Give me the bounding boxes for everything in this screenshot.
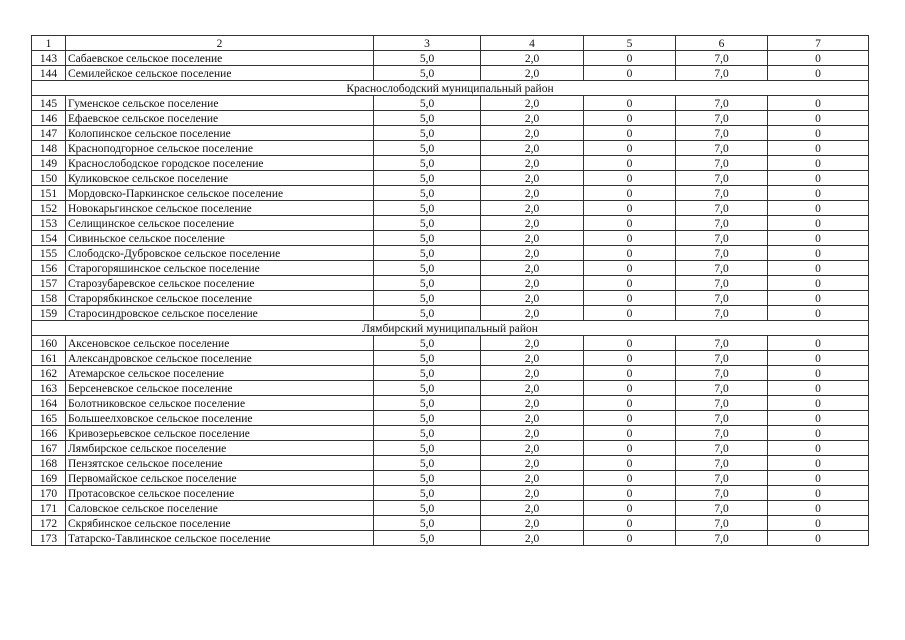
value-cell-col7: 0 (768, 276, 869, 291)
settlement-name-cell: Александровское сельское поселение (66, 351, 374, 366)
column-number-cell: 5 (584, 36, 676, 51)
row-number-cell: 165 (32, 411, 66, 426)
value-cell-col5: 0 (584, 396, 676, 411)
value-cell-col5: 0 (584, 261, 676, 276)
value-cell-col7: 0 (768, 246, 869, 261)
row-number-cell: 168 (32, 456, 66, 471)
row-number-cell: 163 (32, 381, 66, 396)
table-row (32, 51, 869, 66)
settlement-name-cell: Большеелховское сельское поселение (66, 411, 374, 426)
value-cell-col4: 2,0 (481, 351, 584, 366)
value-cell-col3: 5,0 (374, 291, 481, 306)
table-row (32, 186, 869, 201)
value-cell-col7: 0 (768, 381, 869, 396)
value-cell-col3: 5,0 (374, 471, 481, 486)
table-row (32, 246, 869, 261)
table-row (32, 486, 869, 501)
row-number-cell: 152 (32, 201, 66, 216)
column-number-cell: 3 (374, 36, 481, 51)
value-cell-col5: 0 (584, 336, 676, 351)
value-cell-col7: 0 (768, 96, 869, 111)
value-cell-col5: 0 (584, 156, 676, 171)
value-cell-col3: 5,0 (374, 351, 481, 366)
value-cell-col4: 2,0 (481, 141, 584, 156)
value-cell-col3: 5,0 (374, 276, 481, 291)
value-cell-col6: 7,0 (676, 531, 768, 546)
value-cell-col6: 7,0 (676, 336, 768, 351)
value-cell-col5: 0 (584, 516, 676, 531)
column-number-cell: 6 (676, 36, 768, 51)
value-cell-col7: 0 (768, 261, 869, 276)
value-cell-col7: 0 (768, 411, 869, 426)
settlement-name-cell: Старозубаревское сельское поселение (66, 276, 374, 291)
value-cell-col4: 2,0 (481, 366, 584, 381)
table-row (32, 381, 869, 396)
row-number-cell: 155 (32, 246, 66, 261)
value-cell-col4: 2,0 (481, 411, 584, 426)
value-cell-col3: 5,0 (374, 246, 481, 261)
value-cell-col7: 0 (768, 486, 869, 501)
value-cell-col5: 0 (584, 141, 676, 156)
row-number-cell: 154 (32, 231, 66, 246)
row-number-cell: 158 (32, 291, 66, 306)
table-row (32, 156, 869, 171)
table-row (32, 141, 869, 156)
value-cell-col6: 7,0 (676, 426, 768, 441)
value-cell-col7: 0 (768, 291, 869, 306)
table-row (32, 426, 869, 441)
value-cell-col3: 5,0 (374, 216, 481, 231)
value-cell-col7: 0 (768, 156, 869, 171)
settlement-name-cell: Пензятское сельское поселение (66, 456, 374, 471)
value-cell-col5: 0 (584, 126, 676, 141)
row-number-cell: 143 (32, 51, 66, 66)
row-number-cell: 157 (32, 276, 66, 291)
value-cell-col6: 7,0 (676, 306, 768, 321)
value-cell-col4: 2,0 (481, 186, 584, 201)
value-cell-col6: 7,0 (676, 366, 768, 381)
row-number-cell: 159 (32, 306, 66, 321)
value-cell-col4: 2,0 (481, 126, 584, 141)
value-cell-col5: 0 (584, 291, 676, 306)
row-number-cell: 149 (32, 156, 66, 171)
value-cell-col5: 0 (584, 531, 676, 546)
value-cell-col7: 0 (768, 201, 869, 216)
settlement-name-cell: Краснослободское городское поселение (66, 156, 374, 171)
value-cell-col5: 0 (584, 351, 676, 366)
value-cell-col7: 0 (768, 531, 869, 546)
column-number-cell: 7 (768, 36, 869, 51)
value-cell-col7: 0 (768, 456, 869, 471)
value-cell-col5: 0 (584, 111, 676, 126)
value-cell-col6: 7,0 (676, 201, 768, 216)
value-cell-col5: 0 (584, 306, 676, 321)
value-cell-col3: 5,0 (374, 336, 481, 351)
value-cell-col6: 7,0 (676, 291, 768, 306)
table-row (32, 501, 869, 516)
value-cell-col5: 0 (584, 216, 676, 231)
value-cell-col4: 2,0 (481, 111, 584, 126)
value-cell-col6: 7,0 (676, 216, 768, 231)
value-cell-col3: 5,0 (374, 156, 481, 171)
settlement-name-cell: Колопинское сельское поселение (66, 126, 374, 141)
row-number-cell: 173 (32, 531, 66, 546)
value-cell-col3: 5,0 (374, 141, 481, 156)
value-cell-col6: 7,0 (676, 486, 768, 501)
table-row (32, 96, 869, 111)
value-cell-col7: 0 (768, 216, 869, 231)
value-cell-col5: 0 (584, 441, 676, 456)
value-cell-col4: 2,0 (481, 201, 584, 216)
data-table (31, 35, 869, 546)
table-row (32, 231, 869, 246)
value-cell-col6: 7,0 (676, 186, 768, 201)
table-row (32, 516, 869, 531)
section-header-title: Лямбирский муниципальный район (32, 321, 869, 336)
value-cell-col3: 5,0 (374, 486, 481, 501)
row-number-cell: 160 (32, 336, 66, 351)
row-number-cell: 171 (32, 501, 66, 516)
value-cell-col6: 7,0 (676, 246, 768, 261)
value-cell-col4: 2,0 (481, 291, 584, 306)
value-cell-col5: 0 (584, 486, 676, 501)
value-cell-col7: 0 (768, 501, 869, 516)
column-number-cell: 4 (481, 36, 584, 51)
value-cell-col6: 7,0 (676, 471, 768, 486)
settlement-name-cell: Лямбирское сельское поселение (66, 441, 374, 456)
settlement-name-cell: Берсеневское сельское поселение (66, 381, 374, 396)
row-number-cell: 156 (32, 261, 66, 276)
row-number-cell: 164 (32, 396, 66, 411)
value-cell-col5: 0 (584, 276, 676, 291)
settlement-name-cell: Красноподгорное сельское поселение (66, 141, 374, 156)
value-cell-col7: 0 (768, 336, 869, 351)
value-cell-col3: 5,0 (374, 531, 481, 546)
row-number-cell: 145 (32, 96, 66, 111)
row-number-cell: 150 (32, 171, 66, 186)
settlement-name-cell: Скрябинское сельское поселение (66, 516, 374, 531)
value-cell-col5: 0 (584, 381, 676, 396)
value-cell-col4: 2,0 (481, 336, 584, 351)
settlement-name-cell: Протасовское сельское поселение (66, 486, 374, 501)
value-cell-col4: 2,0 (481, 246, 584, 261)
settlement-name-cell: Аксеновское сельское поселение (66, 336, 374, 351)
value-cell-col4: 2,0 (481, 66, 584, 81)
value-cell-col3: 5,0 (374, 51, 481, 66)
value-cell-col6: 7,0 (676, 156, 768, 171)
settlement-name-cell: Новокарьгинское сельское поселение (66, 201, 374, 216)
value-cell-col6: 7,0 (676, 51, 768, 66)
column-number-cell: 1 (32, 36, 66, 51)
value-cell-col5: 0 (584, 171, 676, 186)
value-cell-col7: 0 (768, 306, 869, 321)
value-cell-col4: 2,0 (481, 381, 584, 396)
value-cell-col6: 7,0 (676, 111, 768, 126)
column-number-cell: 2 (66, 36, 374, 51)
value-cell-col5: 0 (584, 201, 676, 216)
row-number-cell: 169 (32, 471, 66, 486)
value-cell-col7: 0 (768, 426, 869, 441)
settlement-name-cell: Атемарское сельское поселение (66, 366, 374, 381)
value-cell-col6: 7,0 (676, 351, 768, 366)
settlement-name-cell: Гуменское сельское поселение (66, 96, 374, 111)
value-cell-col3: 5,0 (374, 426, 481, 441)
settlement-name-cell: Болотниковское сельское поселение (66, 396, 374, 411)
value-cell-col6: 7,0 (676, 141, 768, 156)
table-row (32, 276, 869, 291)
settlement-name-cell: Сабаевское сельское поселение (66, 51, 374, 66)
value-cell-col4: 2,0 (481, 396, 584, 411)
value-cell-col5: 0 (584, 96, 676, 111)
value-cell-col7: 0 (768, 111, 869, 126)
value-cell-col6: 7,0 (676, 501, 768, 516)
settlement-name-cell: Старогоряшинское сельское поселение (66, 261, 374, 276)
value-cell-col5: 0 (584, 366, 676, 381)
value-cell-col7: 0 (768, 471, 869, 486)
section-header-row (32, 81, 869, 96)
table-row (32, 471, 869, 486)
value-cell-col3: 5,0 (374, 306, 481, 321)
settlement-name-cell: Татарско-Тавлинское сельское поселение (66, 531, 374, 546)
settlement-name-cell: Кривозерьевское сельское поселение (66, 426, 374, 441)
settlement-name-cell: Слободско-Дубровское сельское поселение (66, 246, 374, 261)
row-number-cell: 161 (32, 351, 66, 366)
value-cell-col3: 5,0 (374, 381, 481, 396)
value-cell-col3: 5,0 (374, 66, 481, 81)
value-cell-col4: 2,0 (481, 501, 584, 516)
value-cell-col3: 5,0 (374, 201, 481, 216)
value-cell-col5: 0 (584, 51, 676, 66)
value-cell-col5: 0 (584, 231, 676, 246)
value-cell-col5: 0 (584, 471, 676, 486)
value-cell-col7: 0 (768, 66, 869, 81)
table-row (32, 456, 869, 471)
section-header-title: Краснослободский муниципальный район (32, 81, 869, 96)
table-body (32, 36, 869, 546)
value-cell-col3: 5,0 (374, 261, 481, 276)
table-row (32, 216, 869, 231)
value-cell-col6: 7,0 (676, 261, 768, 276)
value-cell-col3: 5,0 (374, 501, 481, 516)
settlement-name-cell: Семилейское сельское поселение (66, 66, 374, 81)
table-row (32, 396, 869, 411)
value-cell-col6: 7,0 (676, 96, 768, 111)
value-cell-col4: 2,0 (481, 516, 584, 531)
value-cell-col6: 7,0 (676, 231, 768, 246)
value-cell-col7: 0 (768, 441, 869, 456)
value-cell-col6: 7,0 (676, 276, 768, 291)
value-cell-col3: 5,0 (374, 96, 481, 111)
value-cell-col7: 0 (768, 231, 869, 246)
table-row (32, 351, 869, 366)
value-cell-col4: 2,0 (481, 456, 584, 471)
value-cell-col6: 7,0 (676, 456, 768, 471)
value-cell-col6: 7,0 (676, 411, 768, 426)
value-cell-col4: 2,0 (481, 276, 584, 291)
value-cell-col4: 2,0 (481, 471, 584, 486)
value-cell-col5: 0 (584, 186, 676, 201)
value-cell-col7: 0 (768, 516, 869, 531)
table-row (32, 411, 869, 426)
value-cell-col3: 5,0 (374, 366, 481, 381)
row-number-cell: 167 (32, 441, 66, 456)
value-cell-col6: 7,0 (676, 441, 768, 456)
row-number-cell: 144 (32, 66, 66, 81)
table-row (32, 366, 869, 381)
row-number-cell: 172 (32, 516, 66, 531)
value-cell-col3: 5,0 (374, 456, 481, 471)
value-cell-col7: 0 (768, 126, 869, 141)
value-cell-col7: 0 (768, 186, 869, 201)
settlement-name-cell: Селищинское сельское поселение (66, 216, 374, 231)
value-cell-col3: 5,0 (374, 171, 481, 186)
settlement-name-cell: Старорябкинское сельское поселение (66, 291, 374, 306)
value-cell-col4: 2,0 (481, 441, 584, 456)
settlement-name-cell: Старосиндровское сельское поселение (66, 306, 374, 321)
value-cell-col5: 0 (584, 66, 676, 81)
value-cell-col3: 5,0 (374, 441, 481, 456)
value-cell-col6: 7,0 (676, 126, 768, 141)
value-cell-col4: 2,0 (481, 51, 584, 66)
value-cell-col4: 2,0 (481, 216, 584, 231)
value-cell-col4: 2,0 (481, 486, 584, 501)
value-cell-col3: 5,0 (374, 396, 481, 411)
table-row (32, 531, 869, 546)
table-row (32, 306, 869, 321)
table-row (32, 171, 869, 186)
value-cell-col5: 0 (584, 456, 676, 471)
table-row (32, 441, 869, 456)
table-row (32, 261, 869, 276)
value-cell-col5: 0 (584, 426, 676, 441)
value-cell-col5: 0 (584, 501, 676, 516)
section-header-row (32, 321, 869, 336)
table-row (32, 291, 869, 306)
value-cell-col4: 2,0 (481, 531, 584, 546)
value-cell-col4: 2,0 (481, 96, 584, 111)
table-row (32, 201, 869, 216)
row-number-cell: 146 (32, 111, 66, 126)
value-cell-col6: 7,0 (676, 66, 768, 81)
value-cell-col3: 5,0 (374, 231, 481, 246)
table-row (32, 126, 869, 141)
settlement-name-cell: Саловское сельское поселение (66, 501, 374, 516)
table-row (32, 66, 869, 81)
settlement-name-cell: Сивиньское сельское поселение (66, 231, 374, 246)
row-number-cell: 151 (32, 186, 66, 201)
row-number-cell: 147 (32, 126, 66, 141)
row-number-cell: 166 (32, 426, 66, 441)
value-cell-col6: 7,0 (676, 396, 768, 411)
row-number-cell: 162 (32, 366, 66, 381)
settlement-name-cell: Куликовское сельское поселение (66, 171, 374, 186)
value-cell-col3: 5,0 (374, 516, 481, 531)
value-cell-col4: 2,0 (481, 306, 584, 321)
value-cell-col5: 0 (584, 411, 676, 426)
table-row (32, 336, 869, 351)
value-cell-col4: 2,0 (481, 156, 584, 171)
value-cell-col3: 5,0 (374, 111, 481, 126)
value-cell-col3: 5,0 (374, 126, 481, 141)
value-cell-col4: 2,0 (481, 171, 584, 186)
value-cell-col6: 7,0 (676, 381, 768, 396)
settlement-name-cell: Ефаевское сельское поселение (66, 111, 374, 126)
row-number-cell: 170 (32, 486, 66, 501)
row-number-cell: 153 (32, 216, 66, 231)
value-cell-col7: 0 (768, 366, 869, 381)
value-cell-col4: 2,0 (481, 426, 584, 441)
value-cell-col3: 5,0 (374, 411, 481, 426)
value-cell-col5: 0 (584, 246, 676, 261)
value-cell-col4: 2,0 (481, 261, 584, 276)
row-number-cell: 148 (32, 141, 66, 156)
settlement-name-cell: Первомайское сельское поселение (66, 471, 374, 486)
value-cell-col6: 7,0 (676, 171, 768, 186)
value-cell-col7: 0 (768, 51, 869, 66)
value-cell-col7: 0 (768, 351, 869, 366)
value-cell-col4: 2,0 (481, 231, 584, 246)
table-row (32, 111, 869, 126)
value-cell-col7: 0 (768, 141, 869, 156)
value-cell-col6: 7,0 (676, 516, 768, 531)
column-number-row (32, 36, 869, 51)
value-cell-col3: 5,0 (374, 186, 481, 201)
value-cell-col7: 0 (768, 396, 869, 411)
value-cell-col7: 0 (768, 171, 869, 186)
settlement-name-cell: Мордовско-Паркинское сельское поселение (66, 186, 374, 201)
